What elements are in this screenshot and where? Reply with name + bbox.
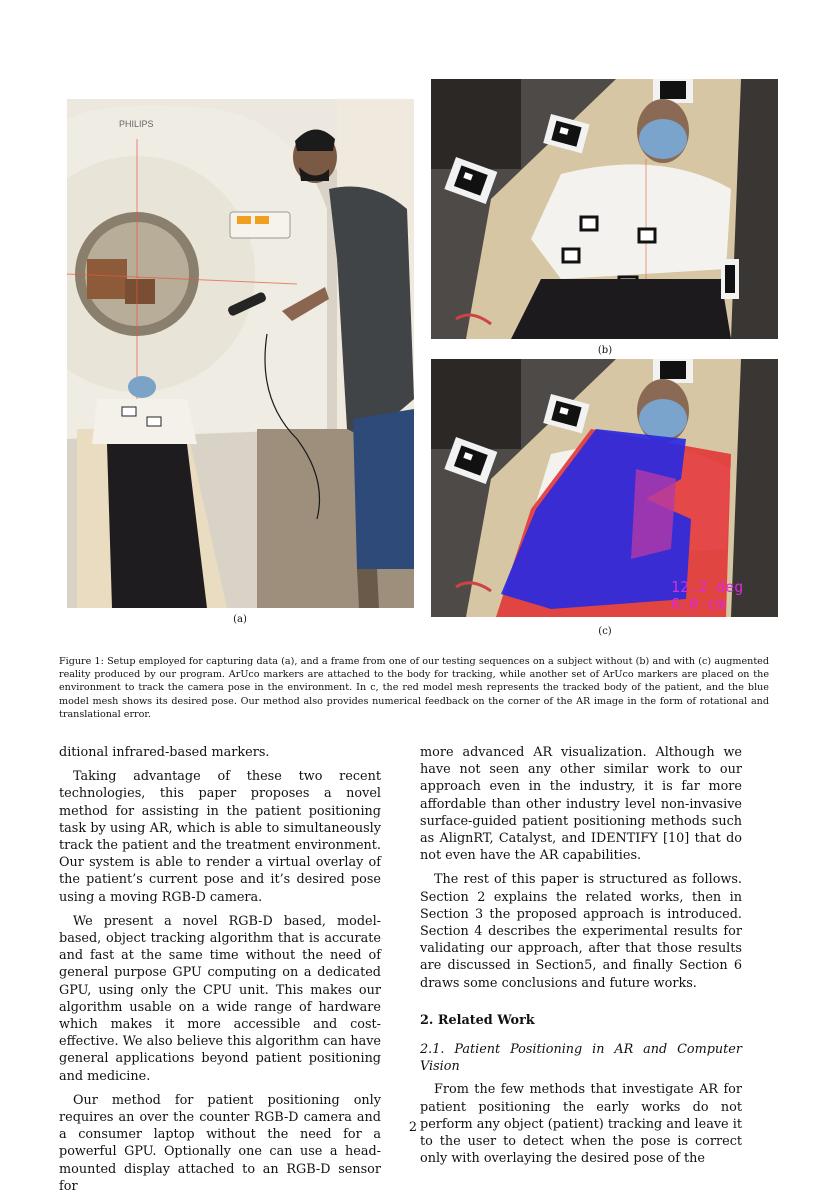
ar-rotation-error: 12.2 deg [671, 578, 744, 596]
section-heading: 2. Related Work [420, 1012, 535, 1028]
left-column [59, 744, 381, 1202]
paragraph: We present a novel RGB-D based, model-based, object tracking algorithm that is accurate and fast at the same time without the need of general purpose GPU computing on a dedicated GPU, using only the CPU unit. This makes our algorithm usable on a wide range of hardware which makes it more accessible and cost-effective. We also believe this algorithm can have general applications beyond patient positioning and medicine. [59, 913, 381, 1084]
paragraph: more advanced AR visualization. Although we have not seen any other similar work to our approach even in the industry, it is far more affordable than other industry level non-invasive surface-guided patient positioning methods such as AlignRT, Catalyst, and IDENTIFY [10] that do not even have the AR capabilities. [420, 745, 742, 864]
paragraph: From the few methods that investigate AR for patient positioning the early works do not perform any object (patient) tracking and leave it to the user to detect when the pose is correct only with overlaying the desired pose of the [420, 1082, 742, 1167]
figure-1b-photo [431, 79, 778, 339]
figure-1a-photo [67, 99, 414, 608]
ct-brand-text: PHILIPS [119, 119, 154, 129]
paragraph: Taking advantage of these two recent technologies, this paper proposes a novel method for assisting in the patient positioning task by using AR, which is able to simultaneously track the patient and the treatment environment. Our system is able to render a virtual overlay of the patient’s current pose and it’s desired pose using a moving RGB-D camera. [59, 769, 381, 905]
paragraph: Our method for patient positioning only requires an over the counter RGB-D camera and a consumer laptop without the need for a powerful GPU. Optionally one can use a head-mounted display attached to an RGB-D sensor for [59, 1092, 381, 1194]
figure-caption: Figure 1: Setup employed for capturing data (a), and a frame from one of our testing sequences on a subject without (b) and with (c) augmented reality produced by our program. ArUco markers are attached to the body for tracking, while another set of ArUco markers are placed on the environment to track the camera pose in the environment. In c, the red model mesh represents the tracked body of the patient, and the blue model mesh shows its desired pose. Our method also provides numerical feedback on the corner of the AR image in the form of rotational and translational error. [59, 656, 769, 720]
ar-translation-error: 6.0 cm [671, 595, 726, 613]
figure-1c-photo [431, 359, 778, 617]
right-column [420, 744, 742, 1174]
figure-label-b: (b) [597, 345, 613, 356]
paragraph: ditional infrared-based markers. [59, 745, 270, 760]
subsection-heading: 2.1. Patient Positioning in AR and Computer Vision [420, 1042, 742, 1075]
paragraph: The rest of this paper is structured as follows. Section 2 explains the related works, then in Section 3 the proposed approach is introduced. Section 4 describes the experimental results for validating our approach, after that those results are discussed in Section5, and finally Section 6 draws some conclusions and future works. [420, 872, 742, 991]
figure-label-a: (a) [233, 614, 247, 625]
page-number: 2 [408, 1120, 418, 1135]
figure-label-c: (c) [598, 626, 612, 637]
